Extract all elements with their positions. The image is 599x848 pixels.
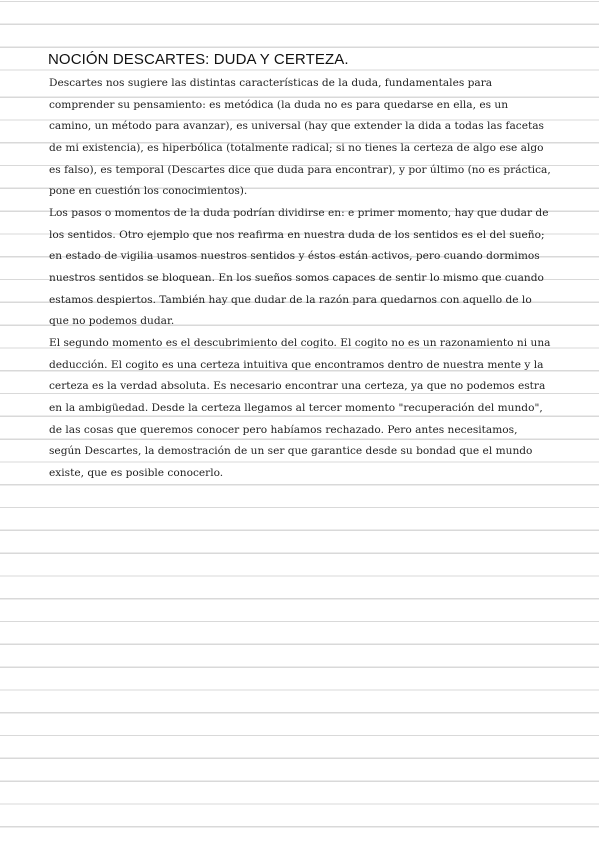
paragraph-cogito: El segundo momento es el descubrimiento del cogito. El cogito no es un razonamiento ni una deducción. El cogito es una certeza intuitiva que encontramos dentro de nuestra mente y la certeza es la verdad absoluta. Es necesario encontrar una certeza, ya que no podemos estra en la ambigüedad. Desde la certeza llegamos al tercer momento "recuperación del mundo", de las cosas que queremos conocer pero habíamos rechazado. Pero antes necesitamos, según Descartes, la demostración de un ser que garantice desde su bondad que el mundo existe, que es posible conocerlo. bbox=[49, 336, 551, 479]
document-body bbox=[49, 73, 551, 484]
paragraph-characteristics: Descartes nos sugiere las distintas características de la duda, fundamentales para comprender su pensamiento: es metódica (la duda no es para quedarse en ella, es un camino, un método para avanzar), es universal (hay que extender la dida a todas las facetas de mi existencia), es hiperbólica (totalmente radical; si no tienes la certeza de algo ese algo es falso), es temporal (Descartes dice que duda para encontrar), y por último (no es práctica, pone en cuestión los conocimientos). bbox=[49, 77, 551, 198]
paragraph-steps: Los pasos o momentos de la duda podrían dividirse en: e primer momento, hay que dudar de los sentidos. Otro ejemplo que nos reafirma en nuestra duda de los sentidos es el del sueño; en estado de vigilia usamos nuestros sentidos y éstos están activos, pero cuando dormimos nuestros sentidos se bloquean. En los sueños somos capaces de sentir lo mismo que cuando estamos despiertos. También hay que dudar de la razón para quedarnos con aquello de lo que no podemos dudar. bbox=[49, 206, 549, 328]
document-title: NOCIÓN DESCARTES: DUDA Y CERTEZA. bbox=[48, 51, 349, 68]
